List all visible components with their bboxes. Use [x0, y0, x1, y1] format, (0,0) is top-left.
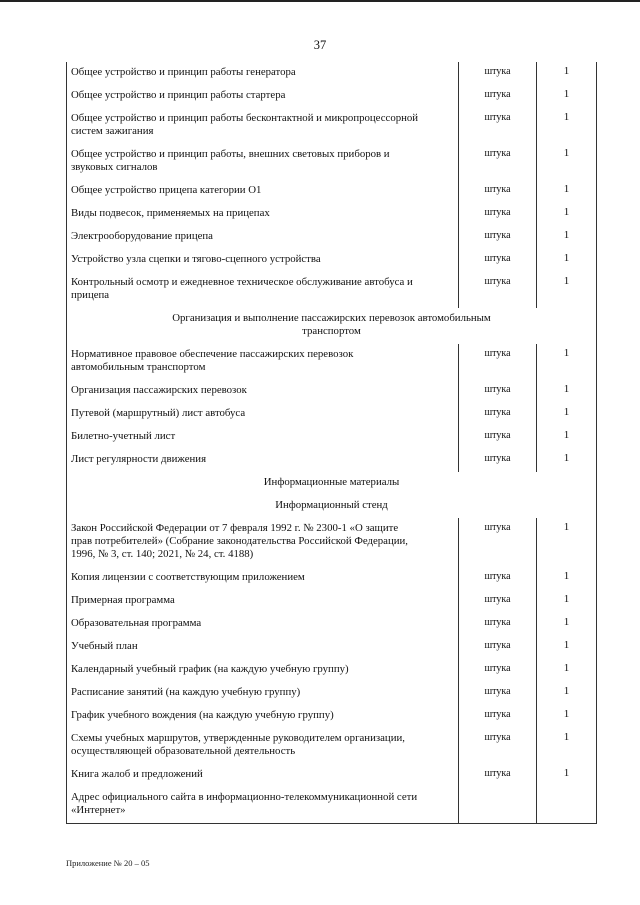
item-unit: штука [484, 384, 511, 395]
item-quantity: 1 [563, 252, 570, 264]
table-row [67, 764, 597, 787]
item-name: Общее устройство и принцип работы генератора [71, 66, 296, 78]
item-unit [459, 787, 536, 791]
item-unit: штука [484, 732, 511, 743]
item-unit: штука [484, 348, 511, 359]
item-name: Примерная программа [71, 594, 175, 606]
table-row [67, 590, 597, 613]
section-row [67, 308, 597, 344]
item-quantity: 1 [563, 65, 570, 77]
item-name: Адрес официального сайта в информационно-телекоммуникационной сети «Интернет» [71, 791, 418, 817]
item-unit: штука [484, 640, 511, 651]
item-name: Контрольный осмотр и ежедневное техническое обслуживание автобуса и прицепа [71, 276, 413, 302]
item-name: Нормативное правовое обеспечение пассажирских перевозок автомобильным транспортом [71, 348, 354, 374]
item-quantity: 1 [563, 570, 570, 582]
item-name: Общее устройство и принцип работы бесконтактной и микропроцессорной систем зажигания [71, 112, 419, 138]
item-quantity: 1 [563, 429, 570, 441]
item-unit: штука [484, 112, 511, 123]
page-top-border [0, 0, 640, 2]
item-name: График учебного вождения (на каждую учебную группу) [71, 709, 334, 721]
item-quantity: 1 [563, 616, 570, 628]
page-number: 37 [313, 38, 327, 52]
item-name: Календарный учебный график (на каждую учебную группу) [71, 663, 349, 675]
item-unit: штука [484, 594, 511, 605]
item-quantity: 1 [563, 639, 570, 651]
item-name: Общее устройство прицепа категории О1 [71, 184, 262, 196]
item-quantity: 1 [563, 767, 570, 779]
item-unit: штука [484, 230, 511, 241]
item-name: Путевой (маршрутный) лист автобуса [71, 407, 246, 419]
section-row [67, 472, 597, 495]
page-footer: Приложение № 20 – 05 [66, 858, 150, 868]
table-row [67, 426, 597, 449]
item-quantity: 1 [563, 229, 570, 241]
item-name: Образовательная программа [71, 617, 202, 629]
item-unit: штука [484, 663, 511, 674]
table-row [67, 728, 597, 764]
table-row [67, 613, 597, 636]
section-heading: Информационные материалы [263, 476, 400, 488]
table-row [67, 272, 597, 308]
item-quantity: 1 [563, 452, 570, 464]
item-name: Виды подвесок, применяемых на прицепах [71, 207, 270, 219]
table-row [67, 659, 597, 682]
table-row [67, 180, 597, 203]
table-row [67, 108, 597, 144]
table-row [67, 144, 597, 180]
item-unit: штука [484, 768, 511, 779]
item-unit: штука [484, 522, 511, 533]
item-name: Общее устройство и принцип работы, внешних световых приборов и звуковых сигналов [71, 148, 390, 174]
item-name: Устройство узла сцепки и тягово-сцепного устройства [71, 253, 321, 265]
item-unit: штука [484, 617, 511, 628]
item-quantity: 1 [563, 88, 570, 100]
item-unit: штука [484, 571, 511, 582]
item-quantity: 1 [563, 406, 570, 418]
item-unit: штука [484, 89, 511, 100]
item-quantity: 1 [563, 147, 570, 159]
item-quantity: 1 [563, 662, 570, 674]
table-row [67, 380, 597, 403]
item-name: Схемы учебных маршрутов, утвержденные руководителем организации, осуществляющей образовательной деятельность [71, 732, 405, 758]
item-quantity: 1 [563, 383, 570, 395]
item-unit: штука [484, 686, 511, 697]
item-unit: штука [484, 709, 511, 720]
table-row [67, 787, 597, 823]
item-name: Лист регулярности движения [71, 453, 207, 465]
item-quantity: 1 [563, 731, 570, 743]
item-name: Книга жалоб и предложений [71, 768, 203, 780]
item-unit: штука [484, 276, 511, 287]
table-row [67, 344, 597, 380]
item-quantity: 1 [563, 111, 570, 123]
item-unit: штука [484, 148, 511, 159]
item-unit: штука [484, 407, 511, 418]
item-name: Расписание занятий (на каждую учебную группу) [71, 686, 301, 698]
item-quantity: 1 [563, 708, 570, 720]
table-row [67, 705, 597, 728]
item-unit: штука [484, 253, 511, 264]
item-name: Электрооборудование прицепа [71, 230, 213, 242]
table-row [67, 636, 597, 659]
item-quantity: 1 [563, 206, 570, 218]
item-unit: штука [484, 184, 511, 195]
item-quantity: 1 [563, 347, 570, 359]
item-name: Организация пассажирских перевозок [71, 384, 247, 396]
table-row [67, 249, 597, 272]
item-quantity: 1 [563, 275, 570, 287]
item-unit: штука [484, 66, 511, 77]
table-row [67, 403, 597, 426]
item-name: Закон Российской Федерации от 7 февраля 1992 г. № 2300-1 «О защите прав потребителей» (Собрание законодательства Российской Федерации, 1996, № 3, ст. 140; 2021, № 24, ст. 4188) [71, 522, 409, 561]
item-name: Общее устройство и принцип работы стартера [71, 89, 286, 101]
table-row [67, 203, 597, 226]
item-quantity: 1 [563, 183, 570, 195]
item-name: Билетно-учетный лист [71, 430, 176, 442]
item-quantity: 1 [563, 521, 570, 533]
table-row [67, 518, 597, 567]
item-unit: штука [484, 207, 511, 218]
table-row [67, 682, 597, 705]
table-row [67, 449, 597, 472]
equipment-table [66, 62, 597, 824]
item-quantity [537, 787, 596, 790]
table-row [67, 226, 597, 249]
item-unit: штука [484, 430, 511, 441]
item-name: Учебный план [71, 640, 138, 652]
section-heading: Информационный стенд [275, 499, 388, 511]
table-row [67, 567, 597, 590]
item-quantity: 1 [563, 593, 570, 605]
section-heading: Организация и выполнение пассажирских перевозок автомобильным транспортом [172, 312, 491, 338]
table-row [67, 85, 597, 108]
item-quantity: 1 [563, 685, 570, 697]
item-name: Копия лицензии с соответствующим приложением [71, 571, 305, 583]
item-unit: штука [484, 453, 511, 464]
section-row [67, 495, 597, 518]
table-row [67, 62, 597, 85]
